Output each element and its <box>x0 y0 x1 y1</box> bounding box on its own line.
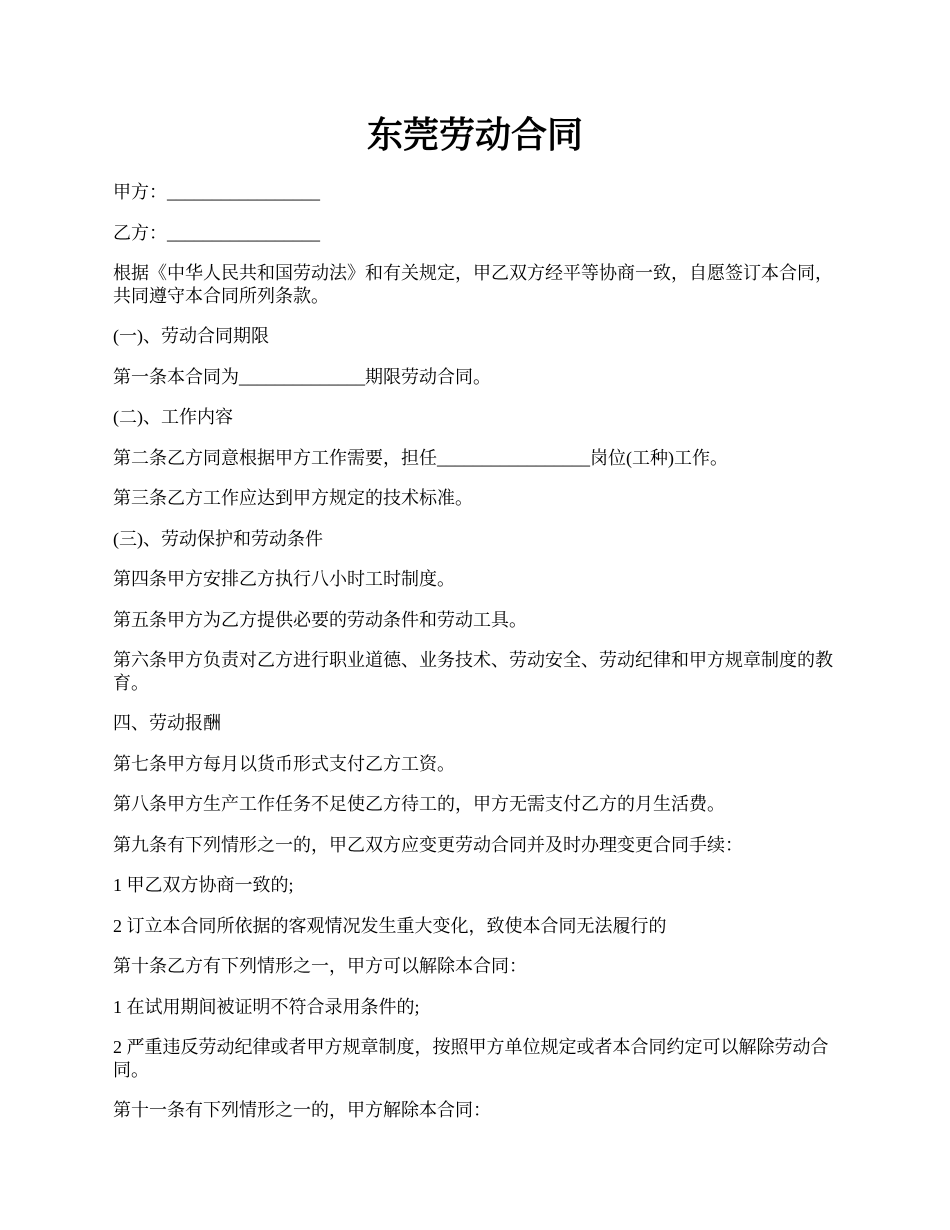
article-11: 第十一条有下列情形之一的，甲方解除本合同： <box>113 1100 491 1120</box>
section-1-heading: (一)、劳动合同期限 <box>113 326 269 346</box>
article-7: 第七条甲方每月以货币形式支付乙方工资。 <box>113 753 455 774</box>
document-title: 东莞劳动合同 <box>366 115 583 155</box>
article-2: 第二条乙方同意根据甲方工作需要，担任_________________岗位(工种)工作。 <box>113 447 728 468</box>
article-3: 第三条乙方工作应达到甲方规定的技术标准。 <box>113 488 473 508</box>
article-10-item-1: 1 在试用期间被证明不符合录用条件的; <box>113 996 420 1017</box>
article-9-item-2: 2 订立本合同所依据的客观情况发生重大变化，致使本合同无法履行的 <box>113 915 667 936</box>
article-10: 第十条乙方有下列情形之一，甲方可以解除本合同： <box>113 956 527 976</box>
party-b-line: 乙方：_________________ <box>113 222 320 243</box>
section-4-heading: 四、劳动报酬 <box>113 713 221 733</box>
article-9: 第九条有下列情形之一的，甲乙双方应变更劳动合同并及时办理变更合同手续： <box>113 834 743 855</box>
document-body <box>113 181 837 1140</box>
section-2-heading: (二)、工作内容 <box>113 407 233 427</box>
article-8: 第八条甲方生产工作任务不足使乙方待工的，甲方无需支付乙方的月生活费。 <box>113 794 725 814</box>
article-9-item-1: 1 甲乙双方协商一致的; <box>113 875 294 895</box>
article-4: 第四条甲方安排乙方执行八小时工时制度。 <box>113 569 455 589</box>
article-5: 第五条甲方为乙方提供必要的劳动条件和劳动工具。 <box>113 609 527 630</box>
article-6: 第六条甲方负责对乙方进行职业道德、业务技术、劳动安全、劳动纪律和甲方规章制度的教育。 <box>113 650 833 693</box>
section-3-heading: (三)、劳动保护和劳动条件 <box>113 528 323 549</box>
article-10-item-2: 2 严重违反劳动纪律或者甲方规章制度，按照甲方单位规定或者本合同约定可以解除劳动合同。 <box>113 1037 829 1080</box>
article-1: 第一条本合同为______________期限劳动合同。 <box>113 366 491 387</box>
party-a-line: 甲方：_________________ <box>113 182 320 202</box>
preamble: 根据《中华人民共和国劳动法》和有关规定，甲乙双方经平等协商一致，自愿签订本合同，共同遵守本合同所列条款。 <box>113 263 833 306</box>
